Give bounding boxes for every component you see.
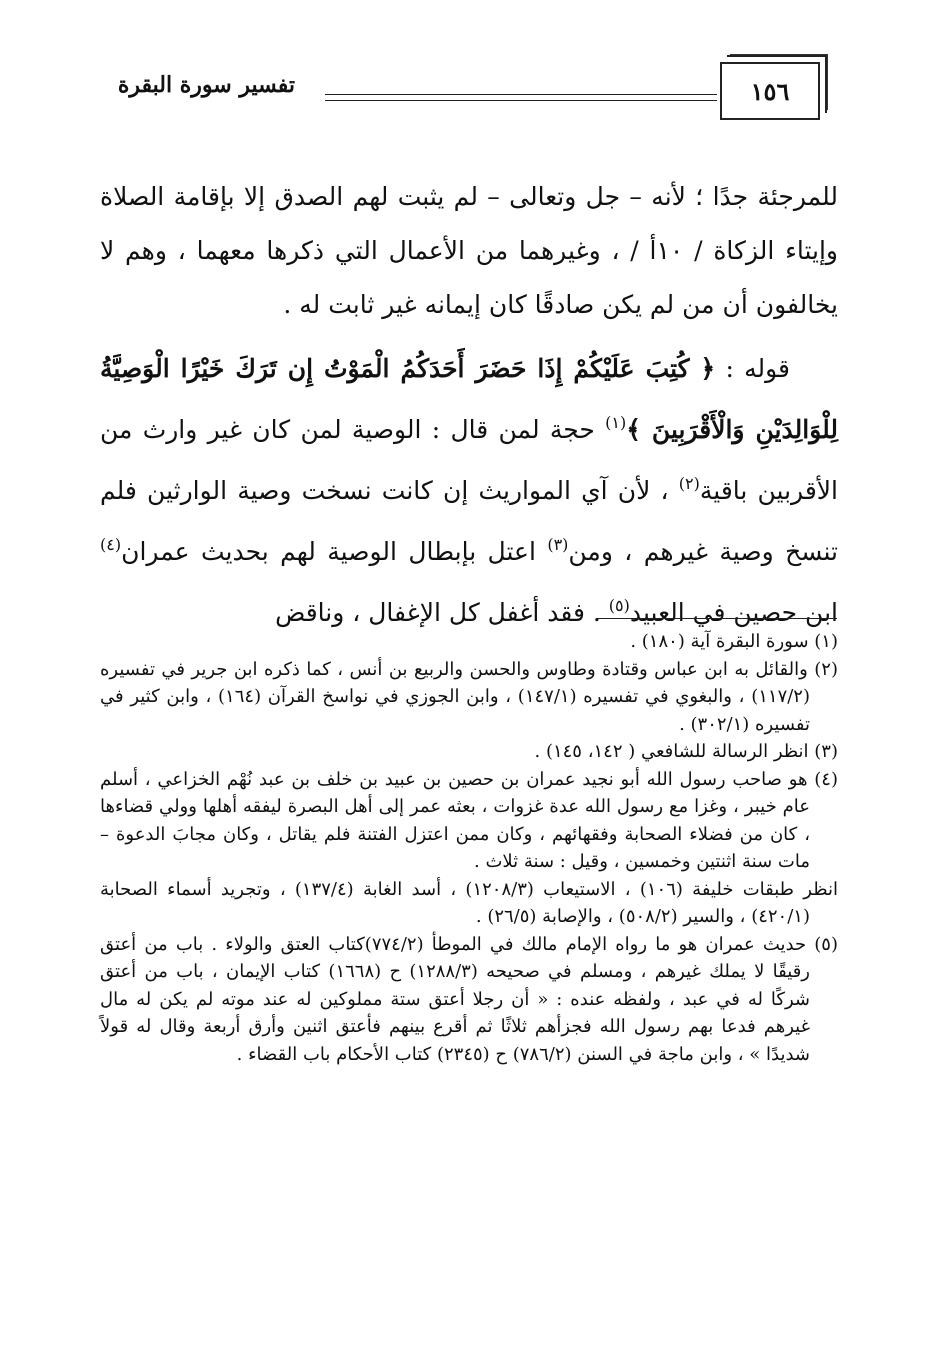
paragraph-2 [100,342,838,640]
paragraph-2-segment-2: ، لأن آي المواريث إن كانت نسخت وصية الوارثين فلم تنسخ وصية غيرهم ، ومن [100,476,839,566]
quran-verse: ﴿ كُتِبَ عَلَيْكُمْ إِذَا حَضَرَ أَحَدَكُمُ الْمَوْتُ إِن تَرَكَ خَيْرًا الْوَصِيَّةُ لِلْوَالِدَيْنِ وَالْأَقْرَبِينَ ﴾ [100,354,839,444]
footnote-mark-4: (٤) [100,535,122,554]
footnote-mark-2: (٢) [678,474,700,493]
footnote-1: (١) سورة البقرة آية (١٨٠) . [630,631,838,652]
quote-intro: قوله : [725,354,790,383]
paragraph-2-segment-1: حجة لمن قال : الوصية لمن كان غير وارث من الأقربين باقية [100,415,838,505]
header-rule [325,94,717,95]
main-text [100,170,838,640]
footnotes [100,628,838,1068]
footnote-5: (٥) حديث عمران هو ما رواه الإمام مالك في الموطأ (٧٧٤/٢)كتاب العتق والولاء . باب من أعتق رقيقًا لا يملك غيرهم ، ومسلم في صحيحه (١٢٨٨/٣) ح (١٦٦٨) كتاب الإيمان ، باب من أعتق شركًا له في عبد ، ولفظه عنده : « أن رجلا أعتق ستة مملوكين له عند موته لم يكن له مال غيرهم فدعا بهم رسول الله فجزأهم ثلاثًا ثم أقرع بينهم فأعتق اثنين وأرق أربعة وقال له قولاً شديدًا » ، وابن ماجة في السنن (٧٨٦/٢) ح (٢٣٤٥) كتاب الأحكام باب القضاء . [100,933,838,1065]
footnote-3: (٣) انظر الرسالة للشافعي ( ١٤٢، ١٤٥) . [534,741,838,762]
footnote-2: (٢) والقائل به ابن عباس وقتادة وطاوس والحسن والربيع بن أنس ، كما ذكره ابن جرير في تفسيره (١١٧/٢) ، والبغوي في تفسيره (١٤٧/١) ، وابن الجوزي في نواسخ القرآن (١٦٤) ، وابن كثير في تفسيره (٣٠٢/١) . [100,658,838,735]
page-number: ١٥٦ [750,76,790,106]
page-header [95,60,835,130]
footnote-4-sources: انظر طبقات خليفة (١٠٦) ، الاستيعاب (١٢٠٨/٣) ، أسد الغابة (١٣٧/٤) ، وتجريد أسماء الصحابة (٤٢٠/١) ، والسير (٥٠٨/٢) ، والإصابة (٢٦/٥) . [100,878,838,927]
paragraph-2-segment-4: ابن حصين في العبيد [629,598,838,627]
paragraph-2-segment-5: . فقد أغفل كل الإغفال ، وناقض [275,598,609,627]
footnote-mark-1: (١) [605,413,627,432]
footnote-separator [597,618,837,619]
page-number-box [720,62,820,120]
running-title: تفسير سورة البقرة [117,72,295,98]
paragraph-2-segment-3: اعتل بإبطال الوصية لهم بحديث عمران [121,537,548,566]
footnote-4: (٤) هو صاحب رسول الله أبو نجيد عمران بن حصين بن عبيد بن خلف بن عبد نُهْم الخزاعي ، أسلم عام خيبر ، وغزا مع رسول الله عدة غزوات ، بعثه عمر إلى أهل البصرة ليفقه أهلها وولي قضاءها ، كان من فضلاء الصحابة وفقهائهم ، وكان ممن اعتزل الفتنة فلم يقاتل ، وكان مجابَ الدعوة – مات سنة اثنتين وخمسين ، وقيل : سنة ثلاث . [100,768,838,872]
footnote-mark-3: (٣) [547,535,569,554]
header-rule-secondary [325,100,717,101]
footnote-mark-5: (٥) [608,596,630,615]
paragraph-1: للمرجئة جدًا ؛ لأنه – جل وتعالى – لم يثبت لهم الصدق إلا بإقامة الصلاة وإيتاء الزكاة / ١٠أ / ، وغيرهما من الأعمال التي ذكرها معهما ، وهم لا يخالفون أن من لم يكن صادقًا كان إيمانه غير ثابت له . [100,182,838,319]
